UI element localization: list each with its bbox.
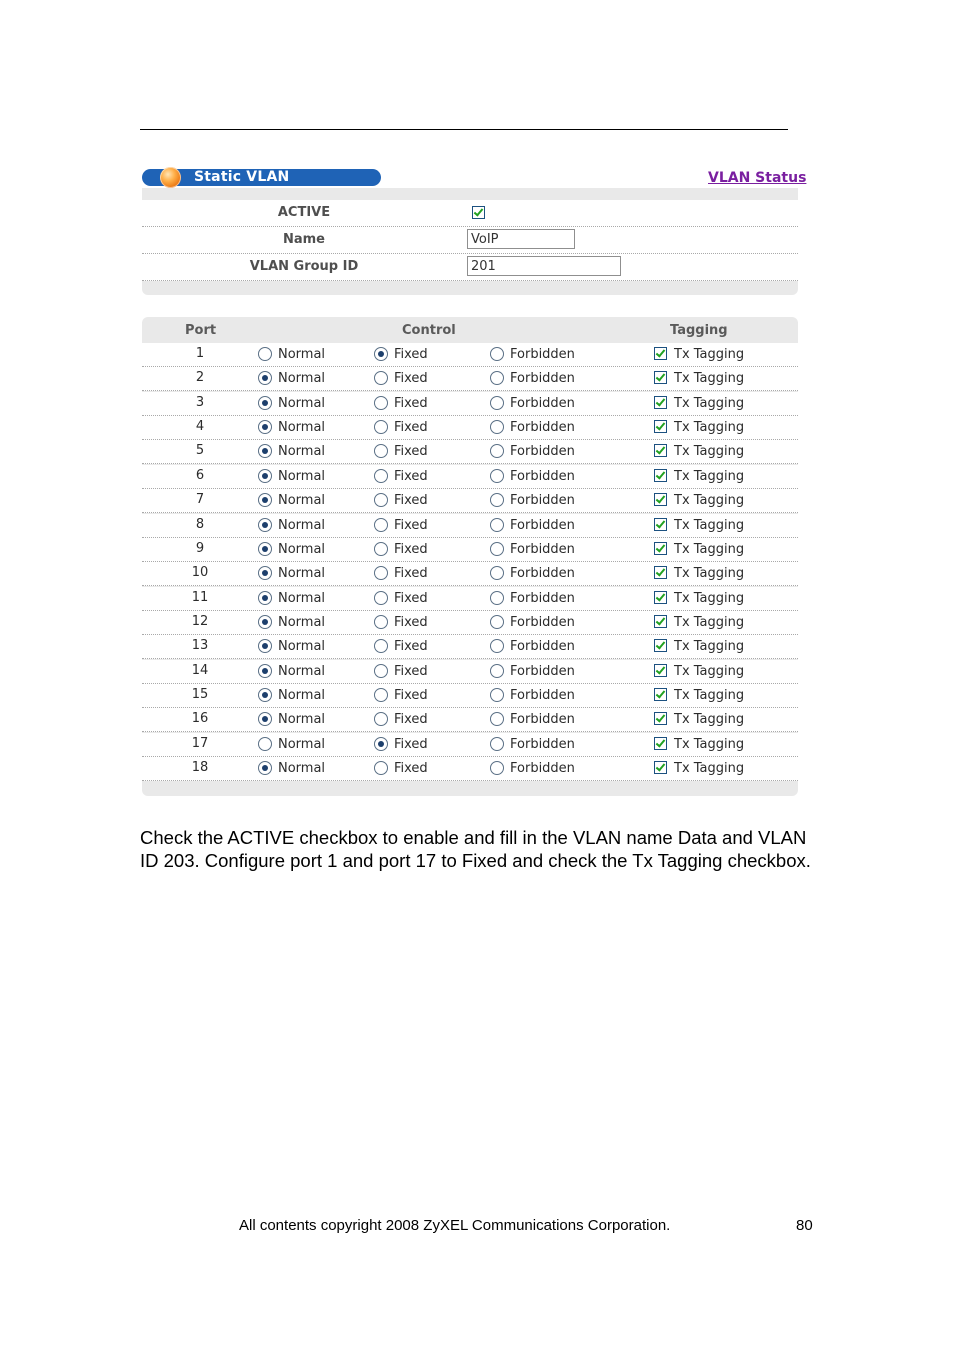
active-checkbox[interactable] — [472, 206, 485, 219]
tx-tagging-checkbox[interactable] — [654, 761, 667, 774]
normal-label: Normal — [278, 444, 326, 460]
fixed-label: Fixed — [394, 468, 428, 484]
active-label: ACTIVE — [277, 205, 331, 220]
table-row — [142, 392, 798, 416]
fixed-label: Fixed — [394, 493, 428, 509]
table-row — [142, 367, 798, 391]
fixed-radio[interactable] — [374, 737, 388, 751]
group-id-label: VLAN Group ID — [249, 259, 359, 274]
tx-tagging-label: Tx Tagging — [674, 444, 745, 460]
normal-radio[interactable] — [258, 542, 272, 556]
port-number: 2 — [195, 370, 205, 386]
fixed-radio[interactable] — [374, 371, 388, 385]
fixed-label: Fixed — [394, 712, 428, 728]
vlan-status-link[interactable]: VLAN Status — [708, 170, 807, 186]
port-number: 4 — [195, 419, 205, 435]
forbidden-radio[interactable] — [490, 615, 504, 629]
fixed-radio[interactable] — [374, 518, 388, 532]
forbidden-radio[interactable] — [490, 371, 504, 385]
fixed-radio[interactable] — [374, 639, 388, 653]
tx-tagging-checkbox[interactable] — [654, 469, 667, 482]
tx-tagging-checkbox[interactable] — [654, 444, 667, 457]
tx-tagging-label: Tx Tagging — [674, 541, 745, 557]
normal-radio[interactable] — [258, 371, 272, 385]
fixed-radio[interactable] — [374, 444, 388, 458]
tx-tagging-label: Tx Tagging — [674, 761, 745, 776]
forbidden-label: Forbidden — [510, 371, 575, 387]
fixed-label: Fixed — [394, 663, 428, 679]
tx-tagging-checkbox[interactable] — [654, 712, 667, 725]
table-row — [142, 343, 798, 367]
tx-tagging-checkbox[interactable] — [654, 664, 667, 677]
tx-tagging-label: Tx Tagging — [674, 614, 745, 630]
instruction-text: Check the ACTIVE checkbox to enable and fill in the VLAN name Data and VLAN ID 203. Configure port 1 and port 17 to Fixed and check the Tx Tagging checkbox. — [140, 827, 811, 871]
tx-tagging-label: Tx Tagging — [674, 493, 745, 509]
fixed-radio[interactable] — [374, 591, 388, 605]
normal-label: Normal — [278, 736, 326, 752]
port-number: 7 — [195, 492, 205, 508]
normal-label: Normal — [278, 395, 326, 411]
control-header: Control — [402, 323, 456, 338]
table-row — [142, 684, 798, 708]
fixed-label: Fixed — [394, 736, 428, 752]
table-row — [142, 465, 798, 489]
fixed-radio[interactable] — [374, 712, 388, 726]
port-number: 16 — [191, 711, 209, 727]
fixed-radio[interactable] — [374, 688, 388, 702]
tx-tagging-checkbox[interactable] — [654, 566, 667, 579]
forbidden-radio[interactable] — [490, 518, 504, 532]
tx-tagging-label: Tx Tagging — [674, 566, 745, 582]
port-number: 14 — [191, 662, 209, 678]
table-row — [142, 489, 798, 513]
tx-tagging-label: Tx Tagging — [674, 663, 745, 679]
normal-radio[interactable] — [258, 688, 272, 702]
fixed-label: Fixed — [394, 566, 428, 582]
table-row — [142, 514, 798, 538]
fixed-label: Fixed — [394, 444, 428, 460]
tx-tagging-checkbox[interactable] — [654, 396, 667, 409]
port-number: 6 — [195, 467, 205, 483]
forbidden-label: Forbidden — [510, 517, 575, 533]
group-id-input[interactable] — [467, 256, 621, 276]
normal-label: Normal — [278, 614, 326, 630]
forbidden-radio[interactable] — [490, 493, 504, 507]
fixed-radio[interactable] — [374, 396, 388, 410]
forbidden-label: Forbidden — [510, 444, 575, 460]
forbidden-label: Forbidden — [510, 395, 575, 411]
name-input[interactable] — [467, 229, 575, 249]
port-number: 5 — [195, 443, 205, 459]
fixed-label: Fixed — [394, 687, 428, 703]
forbidden-label: Forbidden — [510, 541, 575, 557]
port-number: 11 — [191, 589, 209, 605]
fixed-label: Fixed — [394, 541, 428, 557]
fixed-label: Fixed — [394, 639, 428, 655]
tx-tagging-label: Tx Tagging — [674, 639, 745, 655]
tx-tagging-checkbox[interactable] — [654, 615, 667, 628]
forbidden-radio[interactable] — [490, 566, 504, 580]
table-row — [142, 440, 798, 464]
fixed-label: Fixed — [394, 614, 428, 630]
fixed-label: Fixed — [394, 371, 428, 387]
normal-radio[interactable] — [258, 396, 272, 410]
forbidden-label: Forbidden — [510, 712, 575, 728]
normal-label: Normal — [278, 468, 326, 484]
normal-label: Normal — [278, 566, 326, 582]
tx-tagging-checkbox[interactable] — [654, 347, 667, 360]
tx-tagging-label: Tx Tagging — [674, 420, 745, 436]
header-rule — [140, 129, 788, 130]
normal-radio[interactable] — [258, 469, 272, 483]
forbidden-radio[interactable] — [490, 688, 504, 702]
fixed-radio[interactable] — [374, 664, 388, 678]
name-row — [142, 227, 798, 254]
normal-radio[interactable] — [258, 444, 272, 458]
forbidden-radio[interactable] — [490, 737, 504, 751]
fixed-label: Fixed — [394, 761, 428, 776]
normal-radio[interactable] — [258, 493, 272, 507]
forbidden-radio[interactable] — [490, 396, 504, 410]
normal-radio[interactable] — [258, 347, 272, 361]
tx-tagging-label: Tx Tagging — [674, 371, 745, 387]
normal-label: Normal — [278, 712, 326, 728]
forbidden-radio[interactable] — [490, 761, 504, 775]
fixed-radio[interactable] — [374, 347, 388, 361]
normal-label: Normal — [278, 371, 326, 387]
tx-tagging-checkbox[interactable] — [654, 420, 667, 433]
table-row — [142, 708, 798, 732]
normal-label: Normal — [278, 663, 326, 679]
normal-label: Normal — [278, 420, 326, 436]
forbidden-label: Forbidden — [510, 736, 575, 752]
normal-radio[interactable] — [258, 737, 272, 751]
normal-label: Normal — [278, 517, 326, 533]
forbidden-radio[interactable] — [490, 639, 504, 653]
normal-label: Normal — [278, 590, 326, 606]
forbidden-label: Forbidden — [510, 663, 575, 679]
tx-tagging-label: Tx Tagging — [674, 517, 745, 533]
forbidden-label: Forbidden — [510, 590, 575, 606]
port-number: 12 — [191, 613, 209, 629]
port-number: 9 — [195, 540, 205, 556]
normal-label: Normal — [278, 761, 326, 776]
forbidden-radio[interactable] — [490, 591, 504, 605]
forbidden-radio[interactable] — [490, 542, 504, 556]
fixed-radio[interactable] — [374, 420, 388, 434]
forbidden-label: Forbidden — [510, 347, 575, 362]
forbidden-radio[interactable] — [490, 664, 504, 678]
table-row — [142, 538, 798, 562]
fixed-label: Fixed — [394, 590, 428, 606]
tx-tagging-checkbox[interactable] — [654, 737, 667, 750]
copyright-footer: All contents copyright 2008 ZyXEL Communications Corporation. — [239, 1217, 671, 1234]
fixed-radio[interactable] — [374, 615, 388, 629]
fixed-label: Fixed — [394, 517, 428, 533]
port-header: Port — [185, 323, 217, 338]
normal-label: Normal — [278, 347, 326, 362]
tagging-header: Tagging — [670, 323, 728, 338]
normal-radio[interactable] — [258, 664, 272, 678]
normal-label: Normal — [278, 493, 326, 509]
normal-radio[interactable] — [258, 712, 272, 726]
normal-radio[interactable] — [258, 420, 272, 434]
forbidden-label: Forbidden — [510, 761, 575, 776]
normal-radio[interactable] — [258, 639, 272, 653]
port-number: 8 — [195, 516, 205, 532]
forbidden-radio[interactable] — [490, 347, 504, 361]
tx-tagging-label: Tx Tagging — [674, 395, 745, 411]
tx-tagging-label: Tx Tagging — [674, 712, 745, 728]
normal-label: Normal — [278, 687, 326, 703]
table-row — [142, 733, 798, 757]
table-row — [142, 635, 798, 659]
table-row — [142, 416, 798, 440]
normal-radio[interactable] — [258, 761, 272, 775]
fixed-radio[interactable] — [374, 542, 388, 556]
table-row — [142, 757, 798, 781]
forbidden-label: Forbidden — [510, 566, 575, 582]
table-row — [142, 562, 798, 586]
tx-tagging-label: Tx Tagging — [674, 736, 745, 752]
tx-tagging-checkbox[interactable] — [654, 591, 667, 604]
port-number: 13 — [191, 638, 209, 654]
normal-radio[interactable] — [258, 591, 272, 605]
name-label: Name — [282, 232, 325, 247]
forbidden-label: Forbidden — [510, 687, 575, 703]
forbidden-radio[interactable] — [490, 444, 504, 458]
fixed-radio[interactable] — [374, 761, 388, 775]
normal-radio[interactable] — [258, 615, 272, 629]
page-number: 80 — [796, 1217, 813, 1234]
tx-tagging-checkbox[interactable] — [654, 542, 667, 555]
tx-tagging-checkbox[interactable] — [654, 639, 667, 652]
tx-tagging-checkbox[interactable] — [654, 371, 667, 384]
tx-tagging-label: Tx Tagging — [674, 347, 745, 362]
forbidden-radio[interactable] — [490, 420, 504, 434]
normal-radio[interactable] — [258, 566, 272, 580]
forbidden-label: Forbidden — [510, 468, 575, 484]
active-row — [142, 200, 798, 227]
normal-label: Normal — [278, 541, 326, 557]
forbidden-radio[interactable] — [490, 469, 504, 483]
page-title: Static VLAN — [194, 169, 290, 185]
tx-tagging-label: Tx Tagging — [674, 590, 745, 606]
forbidden-radio[interactable] — [490, 712, 504, 726]
tx-tagging-checkbox[interactable] — [654, 688, 667, 701]
port-number: 15 — [191, 686, 209, 702]
fixed-radio[interactable] — [374, 493, 388, 507]
forbidden-label: Forbidden — [510, 420, 575, 436]
table-row — [142, 660, 798, 684]
normal-label: Normal — [278, 639, 326, 655]
normal-radio[interactable] — [258, 518, 272, 532]
port-number: 1 — [195, 346, 205, 361]
port-number: 17 — [191, 735, 209, 751]
tx-tagging-label: Tx Tagging — [674, 468, 745, 484]
tx-tagging-checkbox[interactable] — [654, 518, 667, 531]
table-row — [142, 611, 798, 635]
tx-tagging-checkbox[interactable] — [654, 493, 667, 506]
fixed-label: Fixed — [394, 420, 428, 436]
forbidden-label: Forbidden — [510, 639, 575, 655]
fixed-radio[interactable] — [374, 469, 388, 483]
fixed-radio[interactable] — [374, 566, 388, 580]
group-id-row — [142, 254, 798, 281]
orb-icon — [160, 167, 181, 188]
port-number: 10 — [191, 565, 209, 581]
port-number: 18 — [191, 760, 209, 775]
fixed-label: Fixed — [394, 395, 428, 411]
port-number: 3 — [195, 394, 205, 410]
forbidden-label: Forbidden — [510, 614, 575, 630]
forbidden-label: Forbidden — [510, 493, 575, 509]
table-row — [142, 587, 798, 611]
fixed-label: Fixed — [394, 347, 428, 362]
tx-tagging-label: Tx Tagging — [674, 687, 745, 703]
